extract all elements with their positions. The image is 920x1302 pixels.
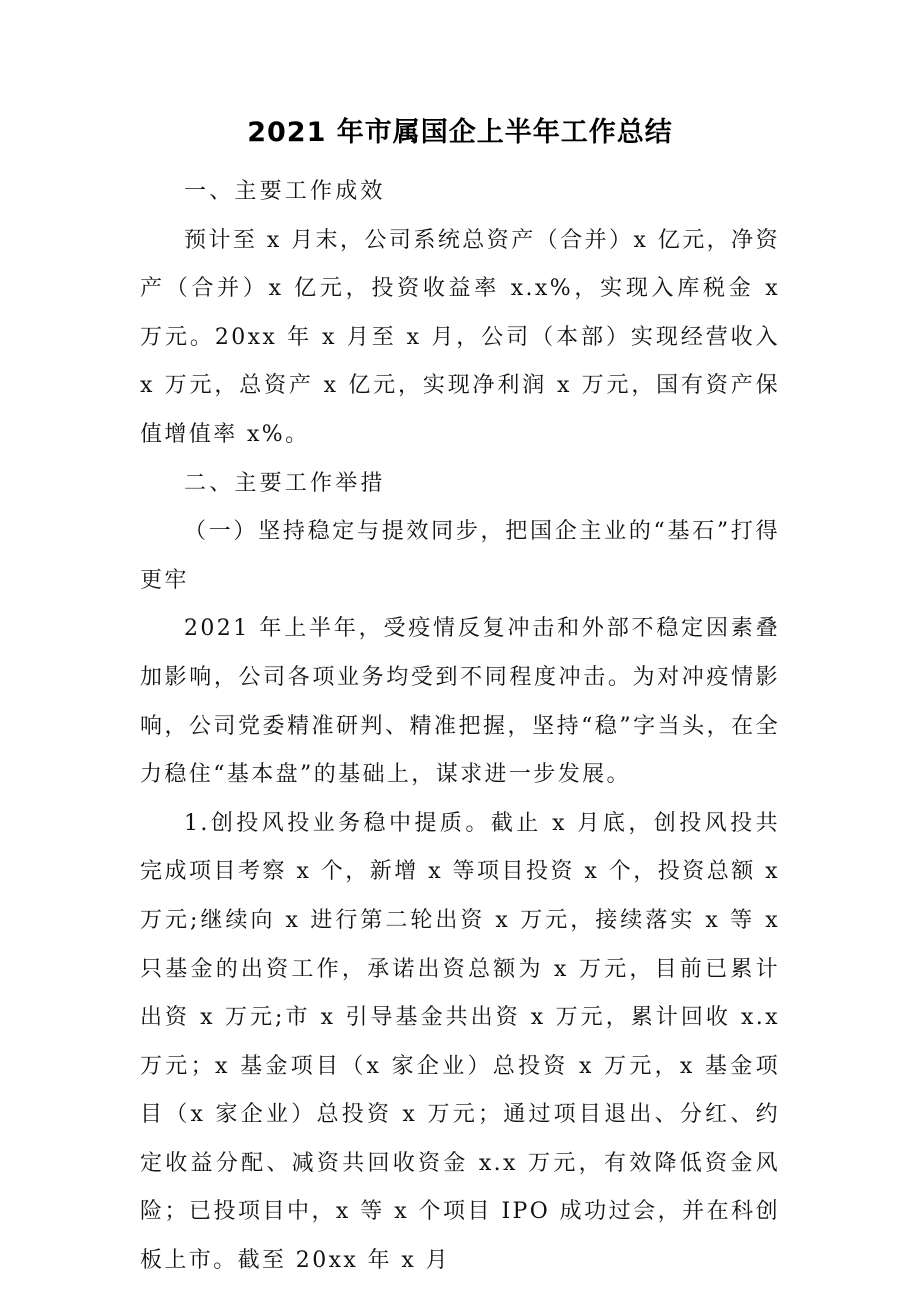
section-heading-results: 一、主要工作成效 [184, 179, 386, 204]
paragraph-results: 预计至 x 月末，公司系统总资产（合并）x 亿元，净资产（合并）x 亿元，投资收益率 x.x%，实现入库税金 x 万元。20xx 年 x 月至 x 月，公司（本部）实现经营收入 x 万元，总资产 x 亿元，实现净利润 x 万元，国有资产保值增值率 x%。 [140, 227, 780, 447]
section-heading-measures: 二、主要工作举措 [184, 470, 386, 496]
paragraph-overview: 2021 年上半年，受疫情反复冲击和外部不稳定因素叠加影响，公司各项业务均受到不同程度冲击。为对冲疫情影响，公司党委精准研判、精准把握，坚持“稳”字当头，在全力稳住“基本盘”的基础上，谋求进一步发展。 [140, 616, 780, 788]
document-title: 2021 年市属国企上半年工作总结 [247, 117, 673, 148]
subheading-stability: （一）坚持稳定与提效同步，把国企主业的“基石”打得更牢 [140, 519, 780, 593]
document-body [140, 168, 780, 1286]
paragraph-venture-capital: 1.创投风投业务稳中提质。截止 x 月底，创投风投共完成项目考察 x 个，新增 x 等项目投资 x 个，投资总额 x 万元;继续向 x 进行第二轮出资 x 万元，接续落实 x 等 x 只基金的出资工作，承诺出资总额为 x 万元，目前已累计出资 x 万元;市 x 引导基金共出资 x 万元，累计回收 x.x 万元；x 基金项目（x 家企业）总投资 x 万元，x 基金项目（x 家企业）总投资 x 万元；通过项目退出、分红、约定收益分配、减资共回收资金 x.x 万元，有效降低资金风险；已投项目中，x 等 x 个项目 IPO 成功过会，并在科创板上市。截至 20xx 年 x 月 [140, 810, 780, 1274]
